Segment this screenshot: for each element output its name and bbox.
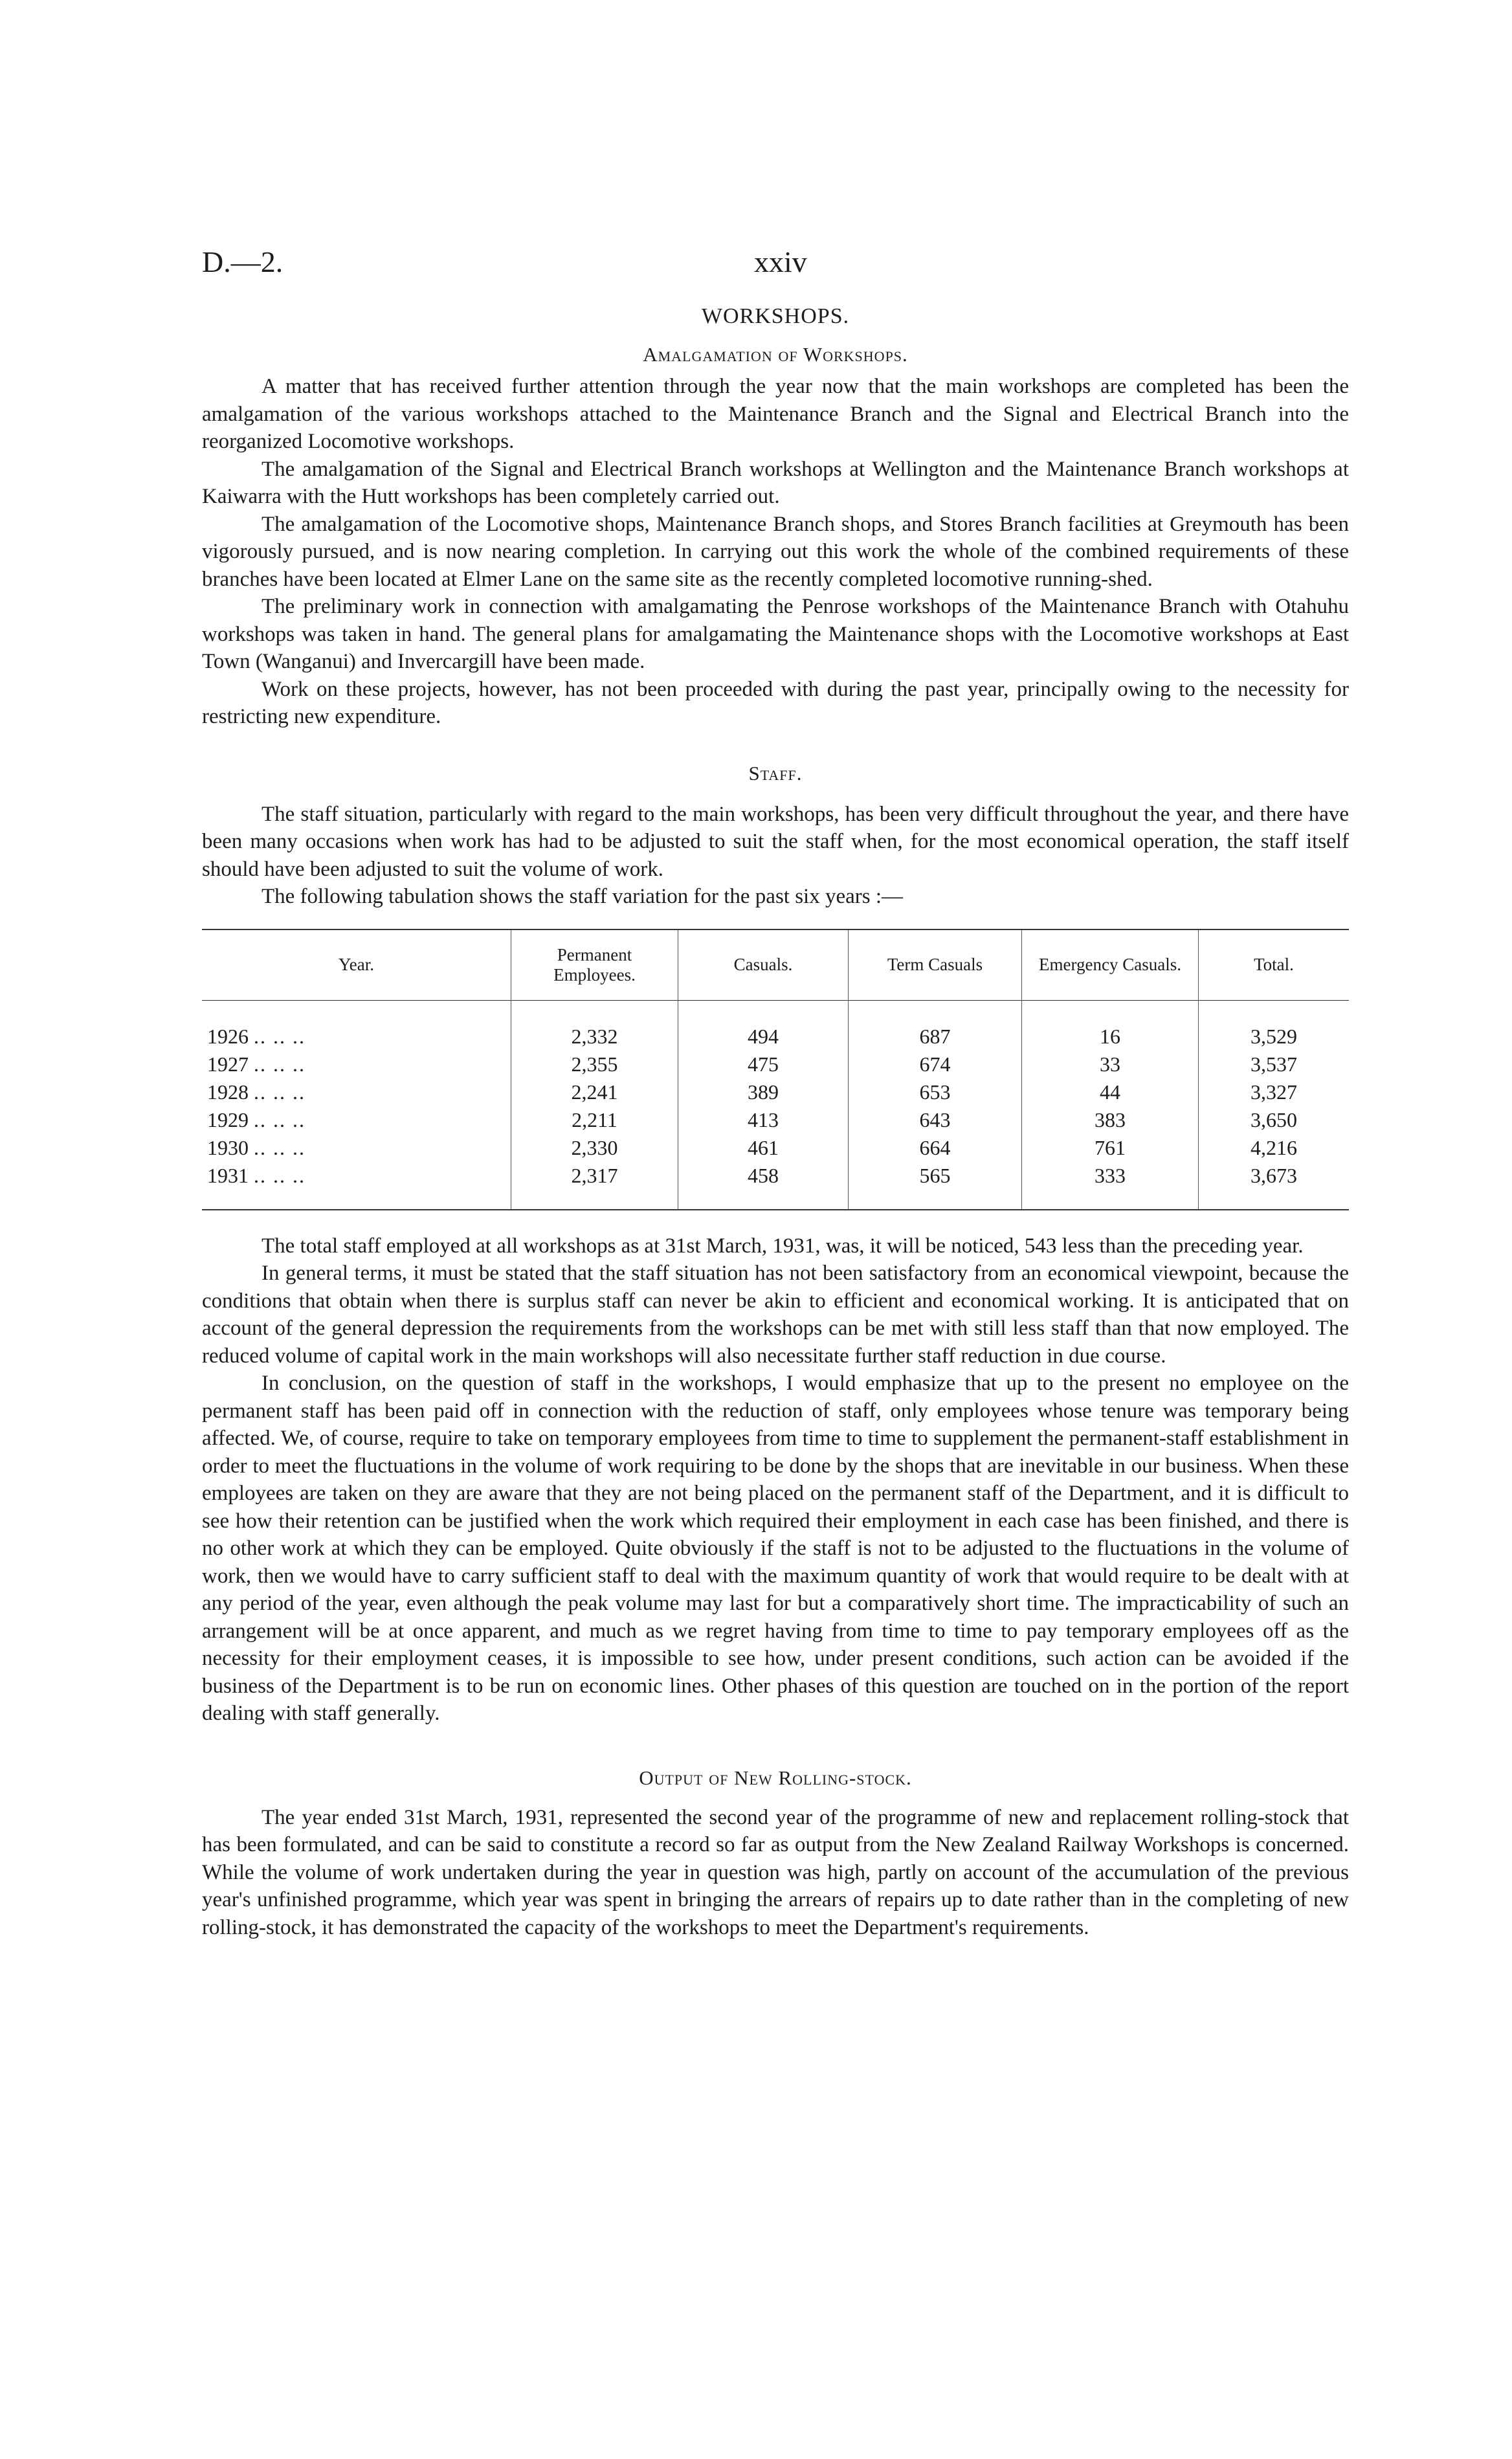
cell-total: 3,650	[1199, 1106, 1350, 1134]
table-row	[202, 1134, 1349, 1162]
column-header-year: Year.	[202, 929, 511, 1001]
cell-year: 1927 .. .. ..	[207, 1052, 306, 1076]
cell-emergency: 761	[1022, 1134, 1199, 1162]
column-header-permanent: Permanent Employees.	[511, 929, 678, 1001]
dot-leader: .. .. ..	[254, 1080, 306, 1104]
paragraph: The amalgamation of the Locomotive shops, Maintenance Branch shops, and Stores Branch facilities at Greymouth has been vigorously pursued, and is now nearing completion. In carrying out this work the whole of the combined requirements of these branches have been located at Elmer Lane on the same site as the recently completed locomotive running-shed.	[202, 512, 1349, 591]
cell-permanent: 2,211	[511, 1106, 678, 1134]
column-header-casuals: Casuals.	[678, 929, 849, 1001]
paragraph: The total staff employed at all workshops as at 31st March, 1931, was, it will be noticed, 543 less than the preceding year.	[261, 1234, 1304, 1258]
cell-total: 3,673	[1199, 1162, 1350, 1210]
cell-permanent: 2,330	[511, 1134, 678, 1162]
cell-term: 674	[849, 1051, 1022, 1078]
cell-emergency: 33	[1022, 1051, 1199, 1078]
paragraph: Work on these projects, however, has not been proceeded with during the past year, principally owing to the necessity for restricting new expenditure.	[202, 677, 1349, 728]
column-header-total: Total.	[1199, 929, 1350, 1001]
column-header-term-casuals: Term Casuals	[849, 929, 1022, 1001]
cell-year: 1930 .. .. ..	[207, 1135, 306, 1159]
cell-year: 1931 .. .. ..	[207, 1163, 306, 1187]
cell-casuals: 494	[678, 1000, 849, 1051]
section-heading-staff: Staff.	[748, 761, 803, 784]
cell-casuals: 458	[678, 1162, 849, 1210]
table-row	[202, 1051, 1349, 1078]
table-row	[202, 1078, 1349, 1106]
paragraph: The year ended 31st March, 1931, represented the second year of the programme of new and replacement rolling-stock that has been formulated, and can be said to constitute a record so far as output from the New Zealand Railway Workshops is concerned. While the volume of work undertaken during the year in question was high, partly on account of the accumulation of the previous year's unfinished programme, which year was spent in bringing the arrears of repairs up to date rather than in the completing of new rolling-stock, it has demonstrated the capacity of the workshops to meet the Department's requirements.	[202, 1805, 1349, 1939]
cell-emergency: 383	[1022, 1106, 1199, 1134]
paragraph: In general terms, it must be stated that the staff situation has not been satisfactory from an economical viewpoint, because the conditions that obtain when there is surplus staff can never be akin to efficient and economical working. It is anticipated that on account of the general depression the requirements from the workshops can be met with still less staff than that now employed. The reduced volume of capital work in the main workshops will also necessitate further staff reduction in due course.	[202, 1262, 1349, 1368]
cell-term: 653	[849, 1078, 1022, 1106]
cell-casuals: 389	[678, 1078, 849, 1106]
cell-total: 4,216	[1199, 1134, 1350, 1162]
cell-year: 1926 .. .. ..	[207, 1024, 306, 1048]
paragraph: The following tabulation shows the staff variation for the past six years :—	[261, 885, 904, 908]
cell-total: 3,327	[1199, 1078, 1350, 1106]
page-title: WORKSHOPS.	[701, 304, 850, 328]
cell-year: 1929 .. .. ..	[207, 1107, 306, 1131]
cell-permanent: 2,241	[511, 1078, 678, 1106]
cell-term: 664	[849, 1134, 1022, 1162]
dot-leader: .. .. ..	[254, 1107, 306, 1131]
table-row	[202, 1106, 1349, 1134]
paragraph: The staff situation, particularly with regard to the main workshops, has been very difficult throughout the year, and there have been many occasions when work has had to be adjusted to suit the staff when, for the most economical operation, the staff itself should have been adjusted to suit the volume of work.	[202, 802, 1349, 881]
page-number: xxiv	[754, 245, 807, 278]
table-row	[202, 1000, 1349, 1051]
cell-emergency: 333	[1022, 1162, 1199, 1210]
cell-casuals: 475	[678, 1051, 849, 1078]
column-header-emergency: Emergency Casuals.	[1022, 929, 1199, 1001]
table-row	[202, 1162, 1349, 1210]
cell-year: 1928 .. .. ..	[207, 1080, 306, 1104]
document-reference: D.—2.	[202, 245, 284, 278]
cell-total: 3,529	[1199, 1000, 1350, 1051]
cell-emergency: 16	[1022, 1000, 1199, 1051]
dot-leader: .. .. ..	[254, 1135, 306, 1159]
staff-variation-table	[202, 929, 1349, 1210]
cell-permanent: 2,355	[511, 1051, 678, 1078]
dot-leader: .. .. ..	[254, 1052, 306, 1076]
section-heading-rolling-stock: Output of New Rolling-stock.	[639, 1766, 912, 1789]
cell-casuals: 413	[678, 1106, 849, 1134]
dot-leader: .. .. ..	[254, 1163, 306, 1187]
cell-total: 3,537	[1199, 1051, 1350, 1078]
page-content	[202, 304, 1349, 1941]
paragraph: The amalgamation of the Signal and Electrical Branch workshops at Wellington and the Maintenance Branch workshops at Kaiwarra with the Hutt workshops has been completely carried out.	[202, 457, 1349, 508]
paragraph: The preliminary work in connection with amalgamating the Penrose workshops of the Maintenance Branch with Otahuhu workshops was taken in hand. The general plans for amalgamating the Maintenance shops with the Locomotive workshops at East Town (Wanganui) and Invercargill have been made.	[202, 595, 1349, 673]
cell-term: 643	[849, 1106, 1022, 1134]
table-header-row	[202, 929, 1349, 1001]
dot-leader: .. .. ..	[254, 1024, 306, 1048]
cell-emergency: 44	[1022, 1078, 1199, 1106]
paragraph: A matter that has received further attention through the year now that the main workshops are completed has been the amalgamation of the various workshops attached to the Maintenance Branch and the Signal and Electrical Branch into the reorganized Locomotive workshops.	[202, 375, 1349, 453]
cell-term: 687	[849, 1000, 1022, 1051]
paragraph: In conclusion, on the question of staff in the workshops, I would emphasize that up to the present no employee on the permanent staff has been paid off in connection with the reduction of staff, only employees whose tenure was temporary being affected. We, of course, require to take on temporary employees from time to time to supplement the permanent-staff establishment in order to meet the fluctuations in the volume of work requiring to be done by the shops that are inevitable in our business. When these employees are taken on they are aware that they are not being placed on the permanent staff of the Department, and it is difficult to see how their retention can be justified when the work which required their employment in each case has been finished, and there is no other work at which they can be employed. Quite obviously if the staff is not to be adjusted to the fluctuations in the volume of work, then we would have to carry sufficient staff to deal with the maximum quantity of work that would require to be dealt with at any period of the year, even although the peak volume may last for but a comparatively short time. The impracticability of such an arrangement will be at once apparent, and much as we regret having from time to time to pay temporary employees off as the necessity for their employment ceases, it is impossible to see how, under present conditions, such action can be avoided if the business of the Department is to be run on economic lines. Other phases of this question are touched on in the portion of the report dealing with staff generally.	[202, 1372, 1349, 1725]
cell-term: 565	[849, 1162, 1022, 1210]
section-heading-amalgamation: Amalgamation of Workshops.	[643, 343, 908, 366]
cell-permanent: 2,317	[511, 1162, 678, 1210]
cell-casuals: 461	[678, 1134, 849, 1162]
cell-permanent: 2,332	[511, 1000, 678, 1051]
